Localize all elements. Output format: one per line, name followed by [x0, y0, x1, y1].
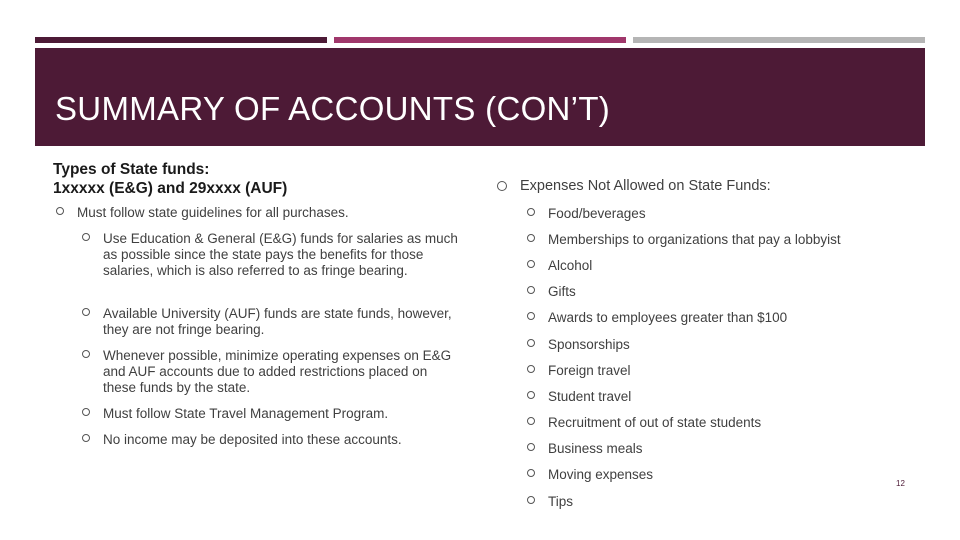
list-item: [531, 441, 643, 457]
slide-title: SUMMARY OF ACCOUNTS (CON’T): [55, 90, 611, 127]
list-item: [531, 467, 653, 483]
list-item-text: Use Education & General (E&G) funds for salaries as much as possible since the state pays the benefits for those salaries, which is also referred to as fringe bearing.: [103, 231, 458, 278]
list-item: [86, 306, 460, 338]
left-heading: [53, 160, 287, 198]
circle-bullet-icon: [527, 496, 535, 504]
title-band: [35, 48, 925, 146]
list-item-text: Available University (AUF) funds are state funds, however, they are not fringe bearing.: [103, 306, 452, 337]
list-item-text: Memberships to organizations that pay a lobbyist: [548, 232, 841, 247]
circle-bullet-icon: [82, 434, 90, 442]
list-item-text: Must follow state guidelines for all purchases.: [77, 205, 349, 220]
list-item: [531, 284, 576, 300]
list-item-text: Foreign travel: [548, 363, 631, 378]
list-item-text: Student travel: [548, 389, 632, 404]
list-item-text: Moving expenses: [548, 467, 654, 482]
list-item: [86, 231, 460, 279]
accent-bar-gray: [633, 37, 925, 43]
list-item: [86, 432, 460, 448]
circle-bullet-icon: [527, 234, 535, 242]
list-item-text: Must follow State Travel Management Program.: [103, 406, 389, 421]
list-item-text: Gifts: [548, 284, 576, 299]
list-item-text: Sponsorships: [548, 337, 630, 352]
list-item: [531, 232, 841, 248]
left-heading-line1: Types of State funds:: [53, 161, 210, 178]
accent-bar-dark: [35, 37, 327, 43]
circle-bullet-icon: [82, 308, 90, 316]
list-item-text: Tips: [548, 494, 574, 509]
list-item: [531, 206, 646, 222]
circle-bullet-icon: [527, 417, 535, 425]
list-item-text: No income may be deposited into these accounts.: [103, 432, 402, 447]
page-number: 12: [896, 479, 905, 488]
right-heading-text: Expenses Not Allowed on State Funds:: [520, 178, 771, 194]
circle-bullet-icon: [497, 181, 507, 191]
list-item-text: Business meals: [548, 441, 643, 456]
list-item-text: Awards to employees greater than $100: [548, 310, 788, 325]
circle-bullet-icon: [527, 312, 535, 320]
accent-bar-mid: [334, 37, 626, 43]
circle-bullet-icon: [82, 233, 90, 241]
list-item: [531, 310, 787, 326]
circle-bullet-icon: [527, 260, 535, 268]
list-item: [60, 205, 460, 221]
circle-bullet-icon: [527, 365, 535, 373]
right-heading: [503, 178, 771, 194]
list-item: [86, 348, 460, 396]
list-item: [531, 337, 630, 353]
circle-bullet-icon: [82, 350, 90, 358]
list-item: [531, 258, 592, 274]
circle-bullet-icon: [527, 391, 535, 399]
list-item-text: Whenever possible, minimize operating expenses on E&G and AUF accounts due to added restrictions placed on these funds by the state.: [103, 348, 452, 395]
list-item: [86, 406, 460, 422]
circle-bullet-icon: [527, 443, 535, 451]
list-item-text: Food/beverages: [548, 206, 646, 221]
circle-bullet-icon: [527, 208, 535, 216]
list-item: [531, 389, 631, 405]
list-item-text: Recruitment of out of state students: [548, 415, 762, 430]
circle-bullet-icon: [527, 286, 535, 294]
left-heading-line2: 1xxxxx (E&G) and 29xxxx (AUF): [53, 180, 288, 197]
list-item-text: Alcohol: [548, 258, 593, 273]
circle-bullet-icon: [82, 408, 90, 416]
list-item: [531, 494, 573, 510]
circle-bullet-icon: [527, 339, 535, 347]
list-item: [531, 415, 761, 431]
list-item: [531, 363, 631, 379]
circle-bullet-icon: [56, 207, 64, 215]
circle-bullet-icon: [527, 469, 535, 477]
